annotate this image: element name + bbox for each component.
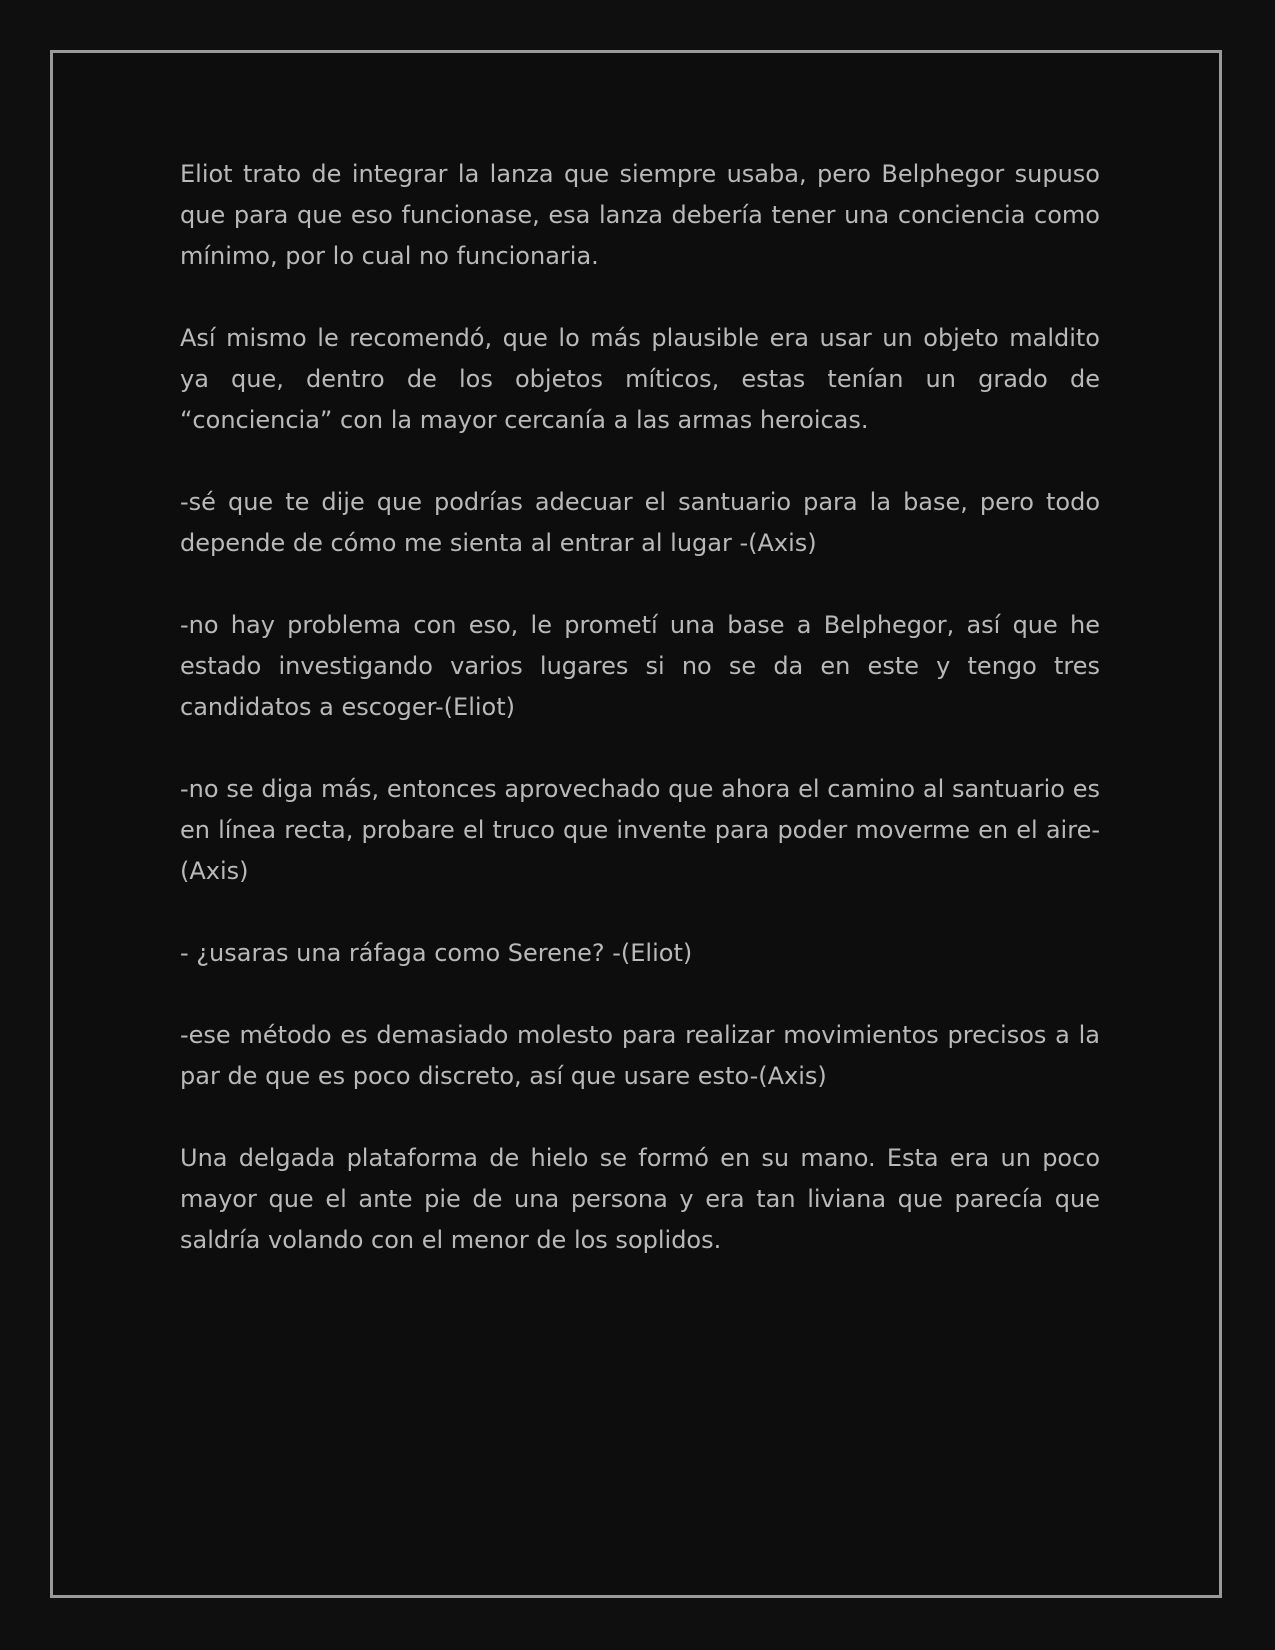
paragraph-8: Una delgada plataforma de hielo se formó en su mano. Esta era un poco mayor que el ante pie de una persona y era tan liviana que parecía que saldría volando con el menor de los soplidos. [180, 1144, 1100, 1254]
paragraph-2: Así mismo le recomendó, que lo más plausible era usar un objeto maldito ya que, dentro de los objetos míticos, estas tenían un grado de “conciencia” con la mayor cercanía a las armas heroicas. [180, 324, 1100, 434]
paragraph-3: -sé que te dije que podrías adecuar el santuario para la base, pero todo depende de cómo me sienta al entrar al lugar -(Axis) [180, 488, 1100, 557]
page-frame [50, 50, 1222, 1598]
paragraph-7: -ese método es demasiado molesto para realizar movimientos precisos a la par de que es poco discreto, así que usare esto-(Axis) [180, 1021, 1100, 1090]
paragraph-5: -no se diga más, entonces aprovechado que ahora el camino al santuario es en línea recta, probare el truco que invente para poder moverme en el aire-(Axis) [180, 775, 1100, 885]
paragraph-1: Eliot trato de integrar la lanza que siempre usaba, pero Belphegor supuso que para que eso funcionase, esa lanza debería tener una conciencia como mínimo, por lo cual no funcionaria. [180, 160, 1100, 270]
document-body [180, 154, 1100, 1302]
paragraph-4: -no hay problema con eso, le prometí una base a Belphegor, así que he estado investigando varios lugares si no se da en este y tengo tres candidatos a escoger-(Eliot) [180, 611, 1100, 721]
paragraph-6: - ¿usaras una ráfaga como Serene? -(Eliot) [180, 939, 693, 967]
